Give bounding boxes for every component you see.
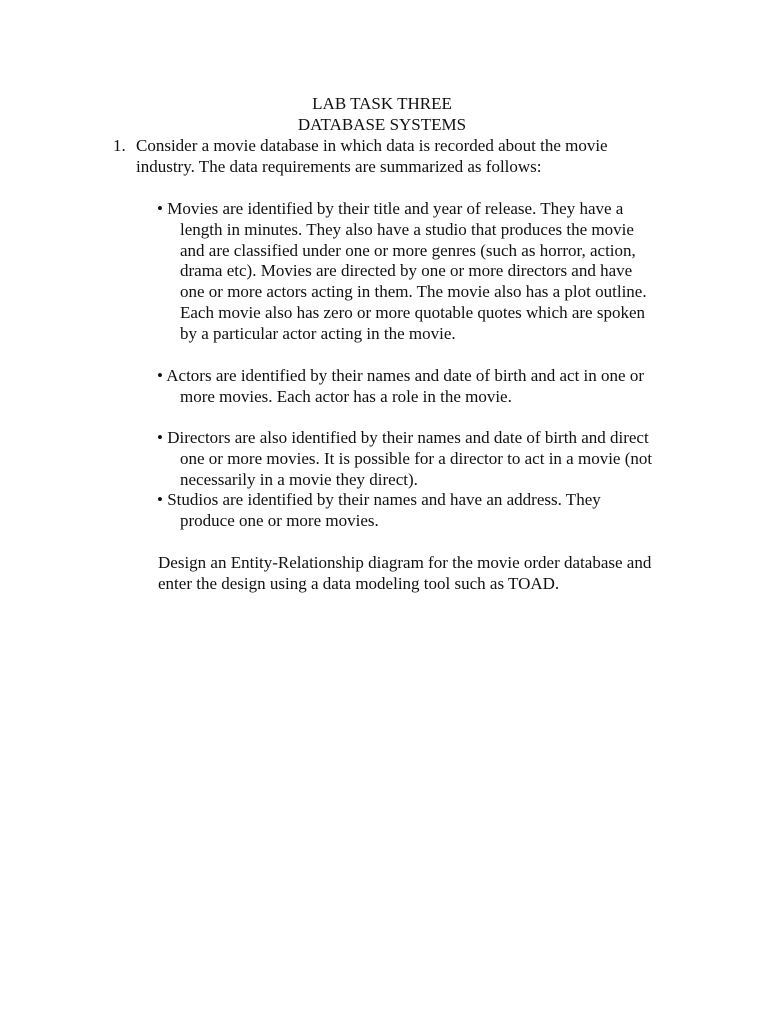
item-line: industry. The data requirements are summarized as follows: [136,156,542,176]
bullet-line: drama etc). Movies are directed by one or more directors and have [180,261,633,281]
bullet-line: more movies. Each actor has a role in the movie. [180,386,512,406]
bullet-line: one or more actors acting in them. The movie also has a plot outline. [180,282,647,302]
bullet-actors [157,366,717,408]
design-instructions [158,553,718,595]
bullet-line: length in minutes. They also have a studio that produces the movie [180,219,634,239]
bullet-line: • Movies are identified by their title and year of release. They have a [157,199,624,218]
item-text [136,136,656,178]
document-subtitle: DATABASE SYSTEMS [297,115,467,134]
design-line: enter the design using a data modeling tool such as TOAD. [158,573,560,593]
bullet-line: • Directors are also identified by their names and date of birth and direct [157,428,649,447]
bullet-movies [157,199,717,345]
bullet-directors [157,428,717,490]
bullet-studios [157,490,717,532]
bullet-line: by a particular actor acting in the movie. [180,323,456,343]
item-number: 1. [113,136,126,155]
bullet-line: necessarily in a movie they direct). [180,469,418,489]
design-line: Design an Entity-Relationship diagram for the movie order database and [158,553,652,572]
bullet-line: and are classified under one or more genres (such as horror, action, [180,240,636,260]
bullet-line: • Studios are identified by their names and have an address. They [157,490,601,509]
bullet-line: one or more movies. It is possible for a director to act in a movie (not [180,448,653,468]
bullet-line: produce one or more movies. [180,510,379,530]
item-line: Consider a movie database in which data is recorded about the movie [136,136,608,155]
bullet-line: Each movie also has zero or more quotable quotes which are spoken [180,302,645,322]
document-title: LAB TASK THREE [312,94,452,113]
bullet-line: • Actors are identified by their names and date of birth and act in one or [157,366,644,385]
